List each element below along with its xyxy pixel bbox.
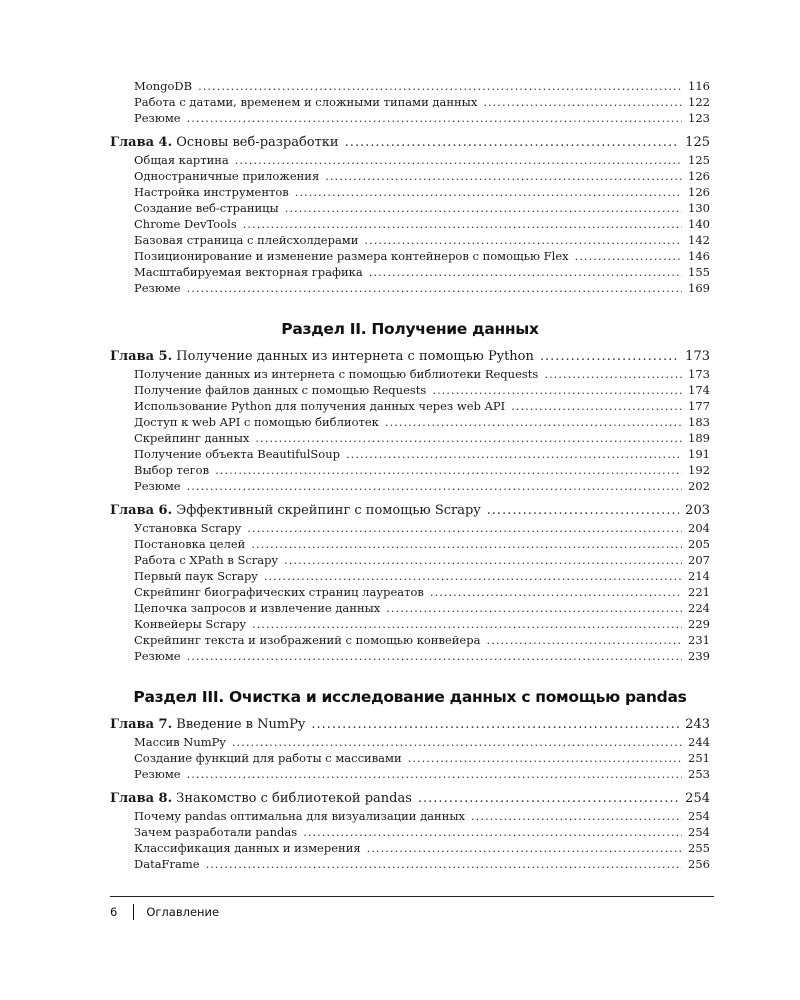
chapter-label: Глава 4.: [110, 135, 173, 150]
page-number: 231: [688, 633, 710, 647]
dot-leader: [243, 216, 682, 232]
page-number: 173: [685, 349, 710, 364]
dot-leader: [364, 232, 682, 248]
dot-leader: [252, 616, 682, 632]
toc-entry-row[interactable]: [110, 734, 710, 750]
toc-entry-row[interactable]: [110, 856, 710, 872]
entry-title: Общая картина: [134, 153, 229, 167]
chapter-label: Глава 5.: [110, 349, 173, 364]
toc-entry-row[interactable]: [110, 280, 710, 296]
entry-title: Работа с XPath в Scrapy: [134, 553, 279, 567]
dot-leader: [325, 168, 682, 184]
chapter-name: Введение в NumPy: [176, 717, 306, 732]
entry-title: Резюме: [134, 767, 181, 781]
entry-title: Конвейеры Scrapy: [134, 617, 246, 631]
toc-entry-row[interactable]: [110, 632, 710, 648]
dot-leader: [187, 766, 682, 782]
dot-leader: [284, 552, 682, 568]
chapter-title: [110, 502, 481, 520]
page-number: 155: [688, 265, 710, 279]
page-number: 203: [685, 503, 710, 518]
toc-entry-row[interactable]: [110, 616, 710, 632]
toc-entry-row[interactable]: [110, 168, 710, 184]
toc-entry-row[interactable]: [110, 94, 710, 110]
page-number: 254: [688, 825, 710, 839]
page-number: 146: [688, 249, 710, 263]
page-footer: [110, 904, 219, 920]
footer-separator: [133, 904, 134, 920]
page-number: 140: [688, 217, 710, 231]
entry-title: Резюме: [134, 111, 181, 125]
toc-entry-row[interactable]: [110, 264, 710, 280]
dot-leader: [487, 502, 680, 520]
page-number: 253: [688, 767, 710, 781]
chapter-title: [110, 790, 412, 808]
toc-entry-row[interactable]: [110, 478, 710, 494]
dot-leader: [198, 78, 682, 94]
entry-title: Настройка инструментов: [134, 185, 289, 199]
entry-title: Первый паук Scrapy: [134, 569, 258, 583]
dot-leader: [187, 110, 682, 126]
entry-title: Резюме: [134, 479, 181, 493]
page-number: 122: [688, 95, 710, 109]
toc-entry-row[interactable]: [110, 808, 710, 824]
part-heading: Раздел III. Очистка и исследование данных с помощью pandas: [133, 688, 687, 706]
entry-title: Резюме: [134, 281, 181, 295]
page-number: 214: [688, 569, 710, 583]
chapter-label: Глава 8.: [110, 791, 173, 806]
chapter-title: [110, 134, 339, 152]
chapter-name: Основы веб-разработки: [176, 135, 339, 150]
toc-entry-row[interactable]: [110, 398, 710, 414]
toc-entry-row[interactable]: [110, 648, 710, 664]
chapter-title: [110, 716, 305, 734]
page-number: 125: [688, 153, 710, 167]
dot-leader: [386, 600, 682, 616]
page-number: 130: [688, 201, 710, 215]
entry-title: Постановка целей: [134, 537, 246, 551]
dot-leader: [408, 750, 682, 766]
page-number: 142: [688, 233, 710, 247]
dot-leader: [311, 716, 679, 734]
page-number: 224: [688, 601, 710, 615]
dot-leader: [232, 734, 682, 750]
toc-entry-row[interactable]: [110, 200, 710, 216]
dot-leader: [187, 280, 682, 296]
page-number: 202: [688, 479, 710, 493]
dot-leader: [418, 790, 679, 808]
page-number: 207: [688, 553, 710, 567]
dot-leader: [540, 348, 679, 366]
entry-title: Использование Python для получения данных через web API: [134, 399, 506, 413]
toc-chapter-row[interactable]: [110, 716, 710, 734]
footer-rule: [110, 896, 714, 897]
entry-title: Резюме: [134, 649, 181, 663]
page-number: 191: [688, 447, 710, 461]
dot-leader: [486, 632, 682, 648]
entry-title: DataFrame: [134, 857, 200, 871]
dot-leader: [471, 808, 682, 824]
toc-chapter-row[interactable]: [110, 348, 710, 366]
toc-entry-row[interactable]: [110, 462, 710, 478]
page-number: 243: [685, 717, 710, 732]
dot-leader: [255, 430, 682, 446]
dot-leader: [367, 840, 682, 856]
dot-leader: [285, 200, 682, 216]
chapter-title: [110, 348, 534, 366]
chapter-name: Эффективный скрейпинг с помощью Scrapy: [176, 503, 481, 518]
page-number: 251: [688, 751, 710, 765]
page-number: 177: [688, 399, 710, 413]
page-number: 183: [688, 415, 710, 429]
toc-entry-row[interactable]: [110, 232, 710, 248]
toc-entry-row[interactable]: [110, 766, 710, 782]
page-number: 205: [688, 537, 710, 551]
toc-entry-row[interactable]: [110, 184, 710, 200]
entry-title: Работа с датами, временем и сложными типами данных: [134, 95, 478, 109]
dot-leader: [369, 264, 682, 280]
toc-entry-row[interactable]: [110, 750, 710, 766]
toc-entry-row[interactable]: [110, 366, 710, 382]
entry-title: Классификация данных и измерения: [134, 841, 361, 855]
dot-leader: [251, 536, 682, 552]
entry-title: Почему pandas оптимальна для визуализации данных: [134, 809, 466, 823]
toc-entry-row[interactable]: [110, 216, 710, 232]
entry-title: Получение объекта BeautifulSoup: [134, 447, 340, 461]
page-number: 239: [688, 649, 710, 663]
entry-title: Масштабируемая векторная графика: [134, 265, 363, 279]
page-number: 126: [688, 169, 710, 183]
toc-entry-row[interactable]: [110, 414, 710, 430]
toc-entry-row[interactable]: [110, 446, 710, 462]
entry-title: Позиционирование и изменение размера контейнеров с помощью Flex: [134, 249, 569, 263]
toc-chapter-row[interactable]: [110, 790, 710, 808]
toc-entry-row[interactable]: [110, 840, 710, 856]
dot-leader: [346, 446, 682, 462]
dot-leader: [385, 414, 682, 430]
entry-title: Установка Scrapy: [134, 521, 242, 535]
toc-entry-row[interactable]: [110, 552, 710, 568]
dot-leader: [483, 94, 682, 110]
part-heading: Раздел II. Получение данных: [281, 320, 539, 338]
chapter-label: Глава 6.: [110, 503, 173, 518]
toc-entry-row[interactable]: [110, 382, 710, 398]
toc-entry-row[interactable]: [110, 600, 710, 616]
dot-leader: [187, 648, 682, 664]
page-number: 229: [688, 617, 710, 631]
toc-entry-row[interactable]: [110, 536, 710, 552]
dot-leader: [295, 184, 682, 200]
page-number: 192: [688, 463, 710, 477]
dot-leader: [544, 366, 682, 382]
entry-title: Одностраничные приложения: [134, 169, 320, 183]
page-number: 256: [688, 857, 710, 871]
chapter-name: Знакомство с библиотекой pandas: [176, 791, 412, 806]
page-number: 174: [688, 383, 710, 397]
dot-leader: [215, 462, 682, 478]
entry-title: Цепочка запросов и извлечение данных: [134, 601, 381, 615]
dot-leader: [345, 134, 680, 152]
entry-title: Создание веб-страницы: [134, 201, 279, 215]
entry-title: Скрейпинг данных: [134, 431, 250, 445]
toc-entry-row[interactable]: [110, 152, 710, 168]
toc-entry-row[interactable]: [110, 568, 710, 584]
entry-title: Выбор тегов: [134, 463, 210, 477]
entry-title: MongoDB: [134, 79, 193, 93]
page-number: 244: [688, 735, 710, 749]
page-number: 125: [685, 135, 710, 150]
entry-title: Получение файлов данных с помощью Requests: [134, 383, 427, 397]
footer-section-title: Оглавление: [146, 905, 220, 919]
page-number: 116: [688, 79, 710, 93]
chapter-label: Глава 7.: [110, 717, 173, 732]
toc-chapter-row[interactable]: [110, 134, 710, 152]
entry-title: Массив NumPy: [134, 735, 226, 749]
dot-leader: [187, 478, 682, 494]
chapter-name: Получение данных из интернета с помощью Python: [176, 349, 534, 364]
entry-title: Зачем разработали pandas: [134, 825, 298, 839]
dot-leader: [575, 248, 682, 264]
page-number: 169: [688, 281, 710, 295]
entry-title: Скрейпинг биографических страниц лауреатов: [134, 585, 424, 599]
entry-title: Скрейпинг текста и изображений с помощью конвейера: [134, 633, 481, 647]
toc-entry-row[interactable]: [110, 110, 710, 126]
page-number: 204: [688, 521, 710, 535]
dot-leader: [264, 568, 682, 584]
toc-entry-row[interactable]: [110, 584, 710, 600]
toc-entry-row[interactable]: [110, 824, 710, 840]
dot-leader: [432, 382, 682, 398]
entry-title: Chrome DevTools: [134, 217, 237, 231]
entry-title: Доступ к web API с помощью библиотек: [134, 415, 379, 429]
dot-leader: [206, 856, 682, 872]
page-number: 126: [688, 185, 710, 199]
toc-chapter-row[interactable]: [110, 502, 710, 520]
page-number: 221: [688, 585, 710, 599]
page-number: 254: [685, 791, 710, 806]
entry-title: Создание функций для работы с массивами: [134, 751, 402, 765]
page-number: 123: [688, 111, 710, 125]
dot-leader: [247, 520, 682, 536]
page-number: 173: [688, 367, 710, 381]
toc-entry-row[interactable]: [110, 248, 710, 264]
page-number: 255: [688, 841, 710, 855]
toc-entry-row[interactable]: [110, 430, 710, 446]
dot-leader: [303, 824, 682, 840]
dot-leader: [511, 398, 682, 414]
footer-page-number: 6: [110, 905, 118, 919]
table-of-contents: [110, 78, 710, 872]
toc-entry-row[interactable]: [110, 520, 710, 536]
page-number: 254: [688, 809, 710, 823]
dot-leader: [430, 584, 682, 600]
entry-title: Базовая страница с плейсхолдерами: [134, 233, 359, 247]
dot-leader: [235, 152, 682, 168]
page-number: 189: [688, 431, 710, 445]
entry-title: Получение данных из интернета с помощью библиотеки Requests: [134, 367, 539, 381]
toc-entry-row[interactable]: [110, 78, 710, 94]
